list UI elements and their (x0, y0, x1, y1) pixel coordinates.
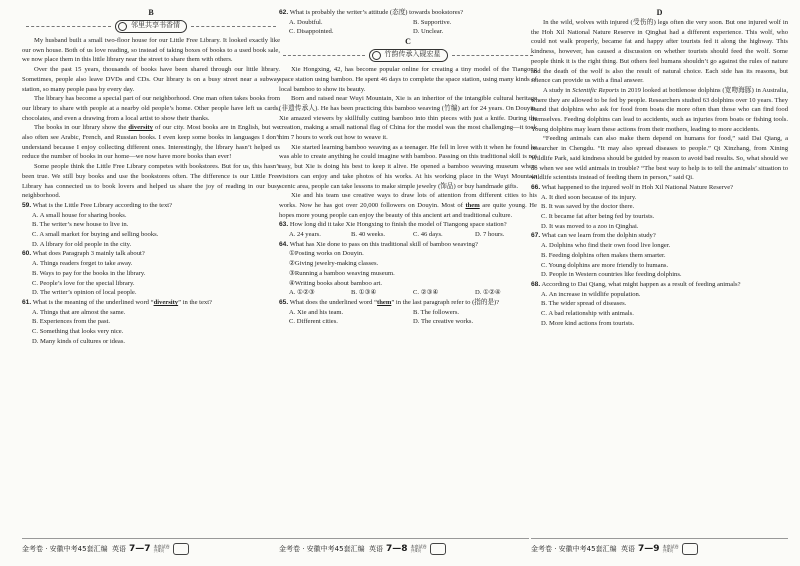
option: A. An increase in wildlife population. (541, 290, 641, 298)
page-number: 7—9 (638, 544, 660, 554)
question-67: 67. What can we learn from the dolphin study? (531, 232, 656, 240)
option: D. 7 hours. (475, 231, 505, 239)
question-60: 60. What does Paragraph 3 mainly talk about? (22, 250, 145, 258)
option: C. Different cities. (289, 318, 338, 326)
option: D. More kind actions from tourists. (541, 319, 635, 327)
option: C. A bad relationship with animals. (541, 310, 634, 318)
section-c-banner (279, 48, 537, 62)
option: A. ①②③ (289, 289, 315, 297)
option: D. ①②④ (475, 289, 501, 297)
option: B. 40 weeks. (351, 231, 386, 239)
page-number: 7—7 (129, 544, 151, 554)
option: C. Young dolphins are more friendly to humans. (541, 261, 669, 269)
banner-title: 竹韵传承入砚宏星 (384, 50, 441, 59)
option: B. Ways to pay for the books in the library. (32, 269, 146, 277)
banner-title: 邻里共享书香情 (131, 21, 180, 30)
option: B. The writer’s new house to live in. (32, 221, 129, 229)
option: B. It was saved by the doctor there. (541, 203, 635, 211)
option: D. People in Western countries like feeding dolphins. (541, 271, 682, 279)
question-68: 68. According to Dai Qiang, what might happen as a result of feeding animals? (531, 280, 741, 288)
option: D. The writer’s opinion of local people. (32, 289, 137, 297)
question-65: 65. What does the underlined word “them” in the last paragraph refer to (指的是)? (279, 298, 500, 306)
passage-d-para-1: In the wild, wolves with injured (受伤的) legs often die very soon. But one injured wolf in the Hoh Xil National Nature Reserve in Qinghai had a different experience. This wolf, who could not walk properly, became fat and happy after tourists fed it along the highway. This kindness, however, has caused a discussion on whether tourists should feed the wolf. Some people think it is the right thing. But others feel humans shouldn’t go against the rules of nature and the death of the wolf is also the result of natural choice. Each side has its reasons, but science can provide us with a final answer. (531, 19, 788, 85)
question-59: 59. What is the Little Free Library according to the text? (22, 201, 173, 209)
passage-d-para-2: A study in Scientific Reports in 2019 looked at bottlenose dolphins (宽吻海豚) in Australia, where they are allowed to be fed by people. Researchers studied 63 dolphins over 10 years. They found that dolphins who ask for food from boats die more often than those who can find food themselves. Feeding dolphins can lead to accidents, such as injuries from boats or fishing tools. Young dolphins may learn these actions from their mothers, leading to more accidents. (531, 86, 788, 133)
question-62: 62. What is probably the writer’s attitude (态度) towards bookstores? (279, 9, 464, 16)
option: C. It became fat after being fed by tourists. (541, 213, 655, 221)
page-footer-2: 金考卷 · 安徽中考45套汇编 英语 7—8 本套试卷 共4页 (279, 538, 529, 555)
passage-d-para-3: “Feeding animals can also make them depend on humans for food,” said Dai Qiang, a researcher in Chengdu. “It may also spread diseases to people.” Qi Xinzhang, from Xining Wildlife Park, said kindness should be guided by reason to avoid bad results. So, what should we do when we see wild animals in trouble? “The best way to help is to tell the animals’ situation to wildlife scientists instead of feeding them in person,” said Qi. (531, 135, 788, 182)
option: C. People’s love for the special library. (32, 279, 135, 287)
passage-c-para-2: Born and raised near Wuyi Mountain, Xie is an inheritor of the intangible cultural heritage (非遗传承人). He has been practicing this bamboo weaving (竹编) art for 24 years. On Douyin, Xie amazed viewers by skillfully cutting bamboo into thin pieces with just a knife. During the creation, making a small national flag of China for the model was the most challenging—it took him 7 hours to work out how to weave it. (279, 95, 537, 142)
gear-icon (118, 22, 127, 31)
passage-b-para-3: The library has become a special part of our neighborhood. One man often takes books from our library to share with people at a nearby old people’s home. Other people have left us cards, chocolates, and even a drawing from a local artist to show their thanks. (22, 95, 280, 122)
passage-c-para-3: Xie started learning bamboo weaving as a teenager. He fell in love with it when he found he was able to create anything he could imagine with bamboo. Passing on this traditional skill is not easy, but Xie is doing his best to keep it alive. He opened a bamboo weaving museum where visitors can enjoy and take photos of his works. At his working place in the Wuyi Mountain scenic area, people can take lessons to make simple jewelry (饰品) or buy handmade gifts. (279, 143, 537, 190)
option: A. Doubtful. (289, 18, 323, 26)
passage-b-para-4: The books in our library show the diversity of our city. Most books are in English, but we also often see Arabic, French, and Russian books. I even keep some books in languages I don’t understand because I enjoy collecting different ones. Interestingly, the library hasn’t helped us reduce the number of books in our home—we now have more books than ever! (22, 124, 280, 161)
list-item: ④Writing books about bamboo art. (289, 279, 382, 287)
option: A. Xie and his team. (289, 308, 344, 316)
question-64: 64. What has Xie done to pass on this traditional skill of bamboo weaving? (279, 240, 478, 248)
option: B. The wider spread of diseases. (541, 300, 627, 308)
option: B. Experiences from the past. (32, 318, 111, 326)
option: B. ①③④ (351, 289, 377, 297)
option: C. Something that looks very nice. (32, 328, 124, 336)
option: A. Things that are almost the same. (32, 308, 126, 316)
question-66: 66. What happened to the injured wolf in Hoh Xil National Nature Reserve? (531, 183, 734, 191)
option: C. A small market for buying and selling books. (32, 231, 159, 239)
page-footer-1: 金考卷 · 安徽中考45套汇编 英语 7—7 本套试卷 共4页 (22, 538, 280, 555)
option: A. 24 years. (289, 231, 321, 239)
option: A. A small house for sharing books. (32, 211, 127, 219)
question-61: 61. What is the meaning of the underlined word “diversity” in the text? (22, 298, 212, 306)
option: C. 46 days. (413, 231, 443, 239)
page-number: 7—8 (386, 544, 408, 554)
option: B. Feeding dolphins often makes them smarter. (541, 251, 666, 259)
list-item: ③Running a bamboo weaving museum. (289, 269, 395, 277)
option: A. It died soon because of its injury. (541, 193, 637, 201)
underlined-word: them (465, 201, 480, 209)
column-2 (279, 8, 537, 327)
option: B. The followers. (413, 308, 460, 316)
passage-b-para-1: My husband built a small two-floor house for our Little Free Library. It looked exactly like our own house. Both of us love reading, so instead of taking boxes of books to a used book sale, we now place them in this little library near the street to share them with others. (22, 37, 280, 64)
logo-icon (430, 543, 446, 555)
passage-b-para-2: Over the past 15 years, thousands of books have been shared through our little library. Sometimes, people also leave DVDs and CDs. Our library is on a busy street near a subway station, so many people pass by every day. (22, 66, 280, 93)
section-letter-c: C (405, 37, 411, 47)
option: B. Supportive. (413, 18, 452, 26)
page-footer-3: 金考卷 · 安徽中考45套汇编 英语 7—9 本套试卷 共4页 (531, 538, 788, 555)
question-63: 63. How long did it take Xie Hongxing to finish the model of Tiangong space station? (279, 221, 507, 229)
passage-c-para-1: Xie Hongxing, 42, has become popular online for creating a tiny model of the Tiangong space station using bamboo. He spent 46 days to complete the space station, using many kinds of local bamboo to show its beauty. (279, 66, 537, 93)
passage-c-para-4: Xie and his team use creative ways to draw lots of attention from different cities to his works. Now he has got over 20,000 followers on Douyin. Most of them are quite young. He hopes more young people can enjoy the beauty of this ancient art and traditional culture. (279, 192, 537, 219)
section-letter-b: B (148, 8, 154, 17)
option: D. The creative works. (413, 318, 474, 326)
option: A. Things readers forget to take away. (32, 260, 133, 268)
list-item: ①Posting works on Douyin. (289, 250, 364, 258)
section-b-banner (22, 19, 280, 33)
list-item: ②Giving jewelry-making classes. (289, 260, 379, 268)
option: A. Dolphins who find their own food live longer. (541, 242, 671, 250)
section-letter-d: D (656, 8, 663, 17)
gear-icon (372, 51, 381, 60)
option: D. Unclear. (413, 28, 444, 36)
logo-icon (173, 543, 189, 555)
option: C. Disappointed. (289, 28, 334, 36)
option: D. A library for old people in the city. (32, 240, 132, 248)
option: D. It was moved to a zoo in Qinghai. (541, 222, 639, 230)
underlined-word: diversity (128, 124, 153, 132)
column-3 (531, 8, 788, 329)
option: C. ②③④ (413, 289, 439, 297)
logo-icon (682, 543, 698, 555)
passage-b-para-5: Some people think the Little Free Library competes with bookstores. But for us, this hasn’t been true. We still buy books and use the bookstores often. The difference is our Little Free Library has connected us to book lovers and helped us share the joy of reading in our busy neighborhood. (22, 163, 280, 200)
option: D. Many kinds of cultures or ideas. (32, 337, 126, 345)
column-1 (22, 8, 280, 347)
